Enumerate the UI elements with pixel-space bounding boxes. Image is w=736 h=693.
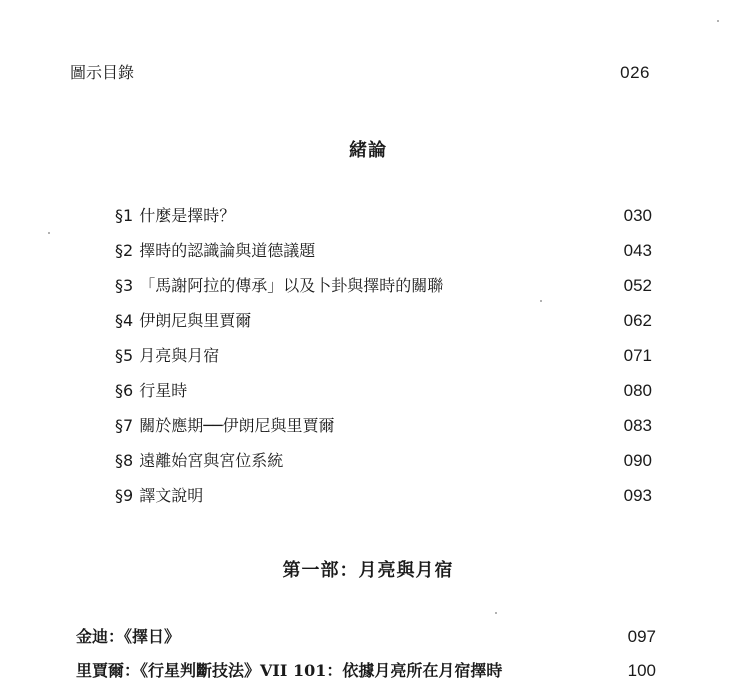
toc-item-title: 關於應期──伊朗尼與里賈爾 — [139, 416, 335, 435]
toc-item-page: 030 — [623, 206, 652, 225]
toc-item-title: 擇時的認識論與道德議題 — [139, 241, 316, 260]
toc-item — [115, 308, 652, 343]
toc-item-title: 里賈爾：《行星判斷技法》VII 101：依據月亮所在月宿擇時 — [76, 661, 503, 680]
toc-item-title: 譯文說明 — [139, 486, 204, 505]
toc-item-section-number: §8 — [115, 451, 134, 470]
toc-item — [115, 273, 652, 308]
toc-item — [76, 658, 656, 692]
toc-item-title: 行星時 — [139, 381, 188, 400]
toc-item-section-number: §6 — [115, 381, 134, 400]
scan-speck — [48, 232, 50, 234]
toc-entry-page: 026 — [620, 63, 650, 82]
toc-item-page: 083 — [623, 416, 652, 435]
toc-item-page: 043 — [623, 241, 652, 260]
toc-entry-title: 圖示目錄 — [70, 63, 135, 82]
toc-item-section-number: §5 — [115, 346, 134, 365]
toc-item-section-number: §1 — [115, 206, 134, 225]
scan-speck — [495, 612, 497, 614]
toc-item-title: 金迪：《擇日》 — [76, 627, 181, 646]
section-heading-introduction: 緒論 — [349, 140, 387, 161]
toc-list-part-one — [76, 624, 656, 692]
toc-item — [115, 203, 652, 238]
toc-item-title: 月亮與月宿 — [139, 346, 220, 365]
scan-speck — [717, 20, 719, 22]
toc-item-page: 100 — [627, 661, 656, 680]
toc-item-page: 062 — [623, 311, 652, 330]
toc-item — [115, 343, 652, 378]
toc-item-title: 遠離始宮與宮位系統 — [139, 451, 284, 470]
toc-item-page: 052 — [623, 276, 652, 295]
toc-list-introduction — [115, 203, 652, 518]
toc-item-section-number: §7 — [115, 416, 134, 435]
scan-speck — [540, 300, 542, 302]
toc-item-page: 093 — [623, 486, 652, 505]
toc-item — [115, 378, 652, 413]
toc-item-title: 伊朗尼與里賈爾 — [139, 311, 252, 330]
toc-item — [115, 448, 652, 483]
toc-item-page: 080 — [623, 381, 652, 400]
toc-item-page: 090 — [623, 451, 652, 470]
toc-entry-figures — [70, 62, 650, 84]
toc-item — [115, 413, 652, 448]
toc-item-section-number: §4 — [115, 311, 134, 330]
toc-item-section-number: §2 — [115, 241, 134, 260]
toc-item-page: 097 — [627, 627, 656, 646]
toc-item-title: 什麼是擇時？ — [139, 206, 236, 225]
toc-item — [115, 238, 652, 273]
toc-item-section-number: §9 — [115, 486, 134, 505]
section-heading-part-one: 第一部：月亮與月宿 — [282, 560, 454, 581]
toc-item-section-number: §3 — [115, 276, 134, 295]
toc-item-title: 「馬謝阿拉的傳承」以及卜卦與擇時的關聯 — [139, 276, 444, 295]
toc-item — [115, 483, 652, 518]
toc-item — [76, 624, 656, 658]
toc-item-page: 071 — [623, 346, 652, 365]
